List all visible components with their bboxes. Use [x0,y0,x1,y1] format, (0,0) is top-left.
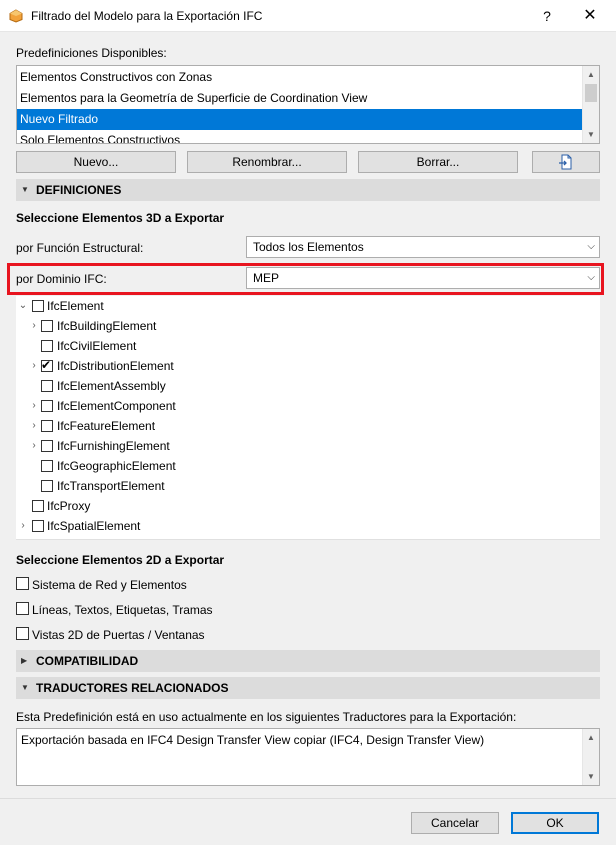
rename-button[interactable]: Renombrar... [187,151,347,173]
structural-function-value: Todos los Elementos [253,240,364,254]
expanded-chevron-icon[interactable]: ⌄ [18,300,28,311]
tree-label: IfcFurnishingElement [57,439,170,453]
collapsed-chevron-icon[interactable]: › [32,440,36,451]
collapse-triangle-icon: ▼ [21,185,29,194]
translators-list-field[interactable] [16,728,600,786]
ifc-domain-label: por Dominio IFC: [16,272,107,286]
scroll-up-icon[interactable]: ▲ [587,70,595,79]
translators-description: Esta Predefinición está en uso actualmente en los siguientes Traductores para la Exportación: [16,710,517,724]
tree-label: IfcSpatialElement [47,519,141,533]
chevron-down-icon: ⌵ [587,272,595,283]
compatibility-section-header[interactable] [16,650,600,672]
new-button[interactable]: Nuevo... [16,151,176,173]
tree-label: IfcCivilElement [57,339,137,353]
tree-label: IfcGeographicElement [57,459,176,473]
select-3d-label: Seleccione Elementos 3D a Exportar [16,211,225,225]
tree-label: IfcBuildingElement [57,319,157,333]
collapsed-chevron-icon[interactable]: › [32,360,36,371]
tree-checkbox[interactable] [41,440,53,452]
tree-checkbox[interactable] [41,320,53,332]
list-item[interactable]: Elementos Constructivos con Zonas [20,70,213,84]
collapsed-chevron-icon[interactable]: › [32,400,36,411]
network-checkbox[interactable] [16,577,29,590]
compatibility-title: COMPATIBILIDAD [36,654,139,668]
list-item-selected[interactable]: Nuevo Filtrado [17,109,583,130]
ifc-domain-select[interactable] [246,267,600,289]
door-window-2d-checkbox[interactable] [16,627,29,640]
import-file-icon [558,154,574,170]
translators-value: Exportación basada en IFC4 Design Transfer View copiar (IFC4, Design Transfer View) [21,733,485,747]
scroll-up-icon[interactable]: ▲ [587,733,595,742]
ifc-element-tree[interactable] [16,296,600,540]
ifc-app-icon [9,9,23,23]
tree-checkbox[interactable] [41,460,53,472]
list-item[interactable]: Elementos para la Geometría de Superficie de Coordination View [20,91,368,105]
translators-section-header[interactable] [16,677,600,699]
cancel-button[interactable]: Cancelar [411,812,499,834]
tree-label: IfcElement [47,299,104,313]
scroll-down-icon[interactable]: ▼ [587,772,595,781]
delete-button[interactable]: Borrar... [358,151,518,173]
tree-checkbox[interactable] [41,340,53,352]
tree-label: IfcTransportElement [57,479,165,493]
lines-texts-checkbox[interactable] [16,602,29,615]
list-scrollbar[interactable] [582,66,599,143]
window-title: Filtrado del Modelo para la Exportación IFC [31,9,263,23]
tree-label: IfcProxy [47,499,91,513]
collapsed-chevron-icon[interactable]: › [21,520,25,531]
select-2d-label: Seleccione Elementos 2D a Exportar [16,553,225,567]
tree-checkbox[interactable] [41,480,53,492]
tree-checkbox[interactable] [41,420,53,432]
door-window-2d-label: Vistas 2D de Puertas / Ventanas [32,628,205,642]
predefinitions-label: Predefiniciones Disponibles: [16,46,167,60]
tree-checkbox[interactable] [41,400,53,412]
tree-label: IfcElementComponent [57,399,176,413]
structural-function-select[interactable] [246,236,600,258]
definitions-title: DEFINICIONES [36,183,122,197]
scroll-down-icon[interactable]: ▼ [587,130,595,139]
translators-title: TRADUCTORES RELACIONADOS [36,681,229,695]
checkmark-icon: ✔ [41,358,52,372]
tree-label: IfcDistributionElement [57,359,174,373]
structural-function-label: por Función Estructural: [16,241,144,255]
title-bar [0,0,616,32]
tree-checkbox[interactable] [41,380,53,392]
expand-triangle-icon: ▶ [21,656,28,665]
collapse-triangle-icon: ▼ [21,683,29,692]
tree-checkbox[interactable] [32,500,44,512]
lines-texts-label: Líneas, Textos, Etiquetas, Tramas [32,603,213,617]
definitions-section-header[interactable] [16,179,600,201]
scroll-thumb[interactable] [585,84,597,102]
chevron-down-icon: ⌵ [587,241,595,252]
tree-checkbox-checked[interactable] [41,360,53,372]
network-label: Sistema de Red y Elementos [32,578,187,592]
collapsed-chevron-icon[interactable]: › [32,420,36,431]
tree-checkbox[interactable] [32,300,44,312]
close-button[interactable]: ✕ [583,7,597,24]
list-item[interactable]: Solo Elementos Constructivos [20,133,181,144]
ok-button[interactable]: OK [511,812,599,834]
predefinitions-list[interactable] [16,65,600,144]
import-button[interactable] [532,151,600,173]
collapsed-chevron-icon[interactable]: › [32,320,36,331]
textarea-scrollbar[interactable] [582,729,599,785]
tree-label: IfcElementAssembly [57,379,166,393]
ifc-domain-value: MEP [253,271,280,285]
tree-label: IfcFeatureElement [57,419,156,433]
tree-checkbox[interactable] [32,520,44,532]
help-button[interactable]: ? [543,8,551,24]
